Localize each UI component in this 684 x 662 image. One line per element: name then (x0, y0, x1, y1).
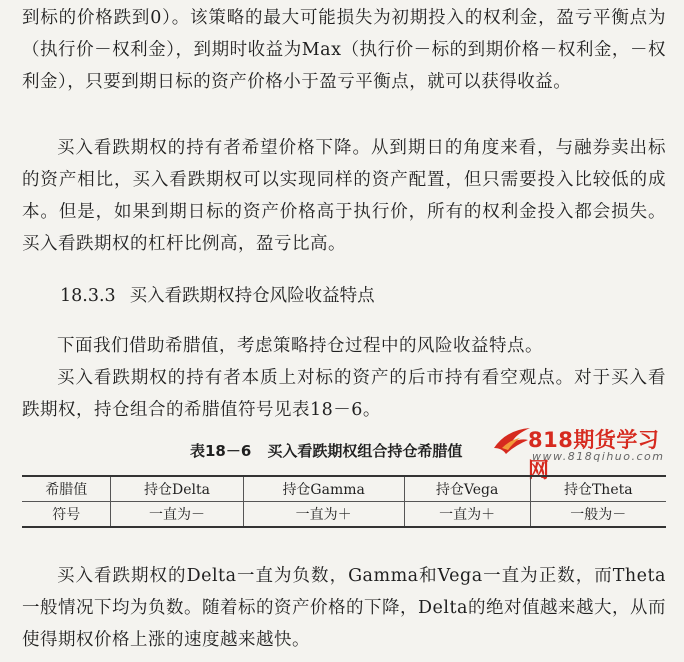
paragraph-loss-breakeven: 到标的价格跌到0）。该策略的最大可能损失为初期投入的权利金，盈亏平衡点为（执行价－权利金），到期时收益为Max（执行价－标的到期价格－权利金，－权利金），只要到期日标的资产价格小于盈亏平衡点，就可以获得收益。 (22, 8, 666, 92)
row-cell-gamma: 一直为＋ (243, 502, 404, 528)
table-caption (190, 440, 462, 461)
watermark-brand: 818期货学习网 (528, 428, 660, 482)
header-cell-greek: 希腊值 (22, 476, 111, 502)
watermark-url: www.818qihuo.com (532, 450, 665, 463)
row-cell-vega: 一直为＋ (404, 502, 530, 528)
table-header-row (22, 476, 666, 502)
table-caption-title: 买入看跌期权组合持仓希腊值 (267, 442, 463, 460)
row-cell-delta: 一直为－ (111, 502, 243, 528)
paragraph-greeks-behavior: 买入看跌期权的Delta一直为负数，Gamma和Vega一直为正数，而Theta一般情况下均为负数。随着标的资产价格的下降，Delta的绝对值越来越大，从而使得期权价格上涨的速度越来越快。 (22, 566, 666, 650)
section-heading (60, 282, 375, 310)
section-title: 买入看跌期权持仓风险收益特点 (129, 286, 375, 306)
table-caption-number: 表18－6 (190, 442, 252, 460)
greek-sign-table (22, 475, 666, 528)
section-number: 18.3.3 (60, 286, 116, 306)
table-row (22, 502, 666, 528)
header-cell-theta: 持仓Theta (530, 476, 666, 502)
row-cell-theta: 一般为－ (530, 502, 666, 528)
paragraph-bearish-view: 买入看跌期权的持有者本质上对标的资产的后市持有看空观点。对于买入看跌期权，持仓组合的希腊值符号见表18－6。 (22, 368, 666, 420)
paragraph-buyer-expectation: 买入看跌期权的持有者希望价格下降。从到期日的角度来看，与融券卖出标的资产相比，买入看跌期权可以实现同样的资产配置，但只需要投入比较低的成本。但是，如果到期日标的资产价格高于执行价，所有的权利金投入都会损失。买入看跌期权的杠杆比例高，盈亏比高。 (22, 138, 666, 254)
site-watermark (488, 420, 678, 482)
header-cell-delta: 持仓Delta (111, 476, 243, 502)
paragraph-greeks-intro: 下面我们借助希腊值，考虑策略持仓过程中的风险收益特点。 (57, 336, 543, 356)
row-cell-label: 符号 (22, 502, 111, 528)
flame-logo-icon (492, 426, 532, 456)
header-cell-gamma: 持仓Gamma (243, 476, 404, 502)
header-cell-vega: 持仓Vega (404, 476, 530, 502)
